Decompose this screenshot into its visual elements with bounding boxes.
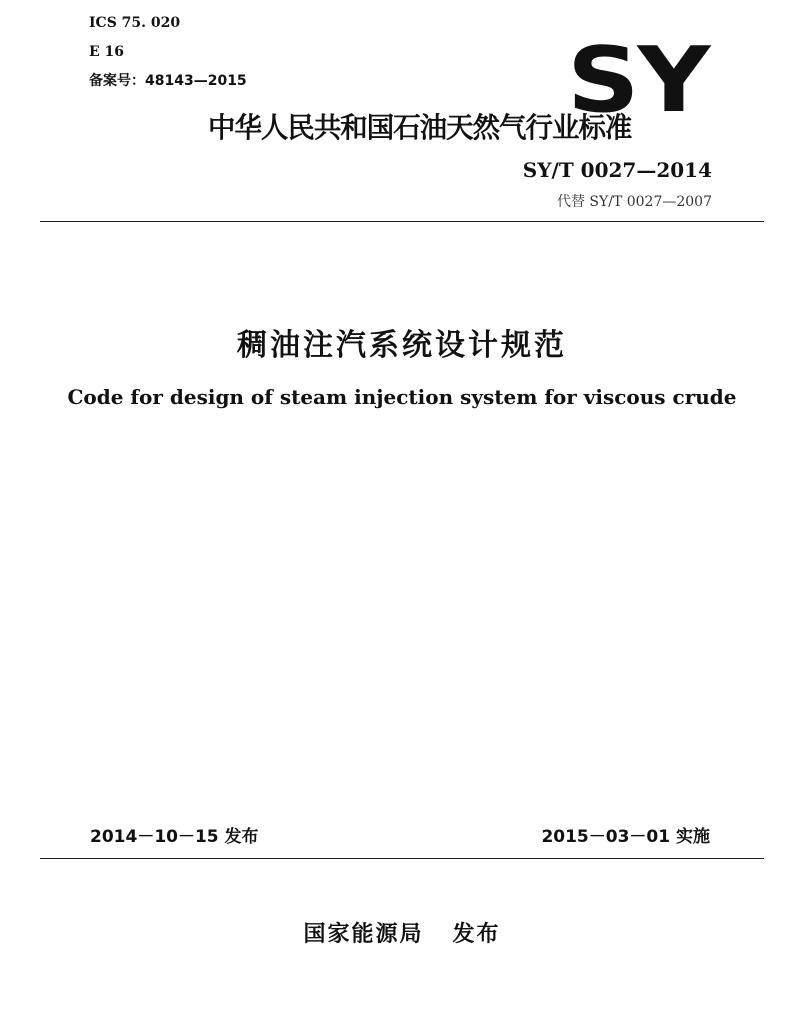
ccs-code: E 16 (89, 44, 125, 60)
issuing-authority: 国家能源局 发布 (303, 922, 501, 947)
standard-category: 中华人民共和国石油天然气行业标准 (208, 111, 632, 144)
standard-number: SY/T 0027—2014 (522, 158, 712, 182)
implementation-date: 2015－03－01 实施 (541, 827, 710, 847)
sy-logo: SY (567, 28, 709, 133)
document-title-english: Code for design of steam injection system for viscous crude (67, 385, 737, 409)
top-divider (40, 221, 764, 222)
filing-number: 备案号：48143—2015 (89, 73, 247, 89)
issue-date: 2014－10－15 发布 (90, 827, 259, 847)
document-title-chinese: 稠油注汽系统设计规范 (237, 328, 567, 363)
ics-code: ICS 75. 020 (89, 15, 181, 31)
bottom-divider (40, 858, 764, 859)
replaces-note: 代替 SY/T 0027—2007 (556, 194, 712, 210)
